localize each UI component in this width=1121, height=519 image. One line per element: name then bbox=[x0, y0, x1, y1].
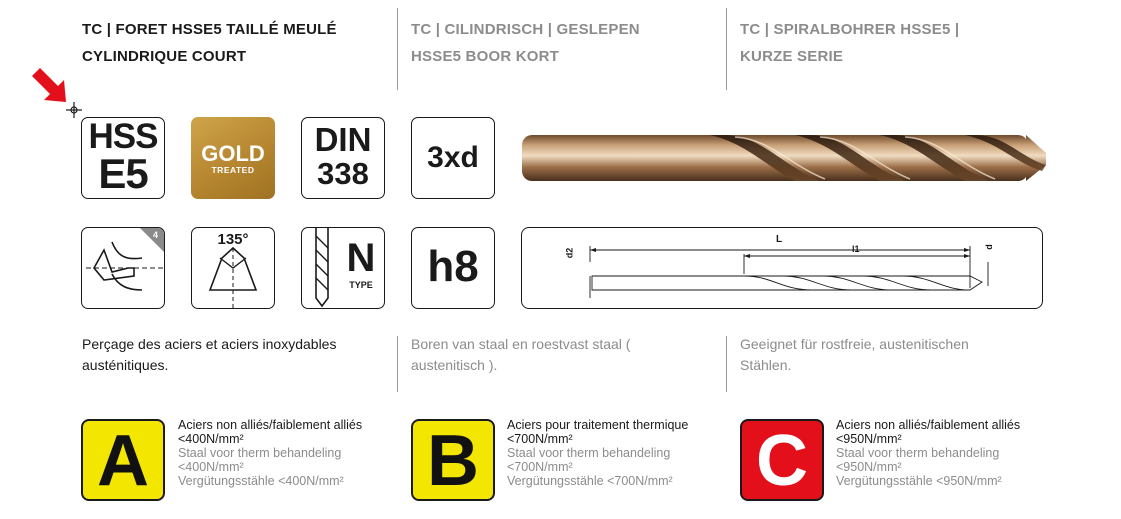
facet-point-badge bbox=[81, 227, 165, 309]
divider bbox=[726, 336, 727, 392]
category-c-fr-line1: Aciers non alliés/faiblement alliés bbox=[836, 418, 1021, 432]
ratio-label: 3xd bbox=[427, 141, 479, 174]
title-french-line1: TC | FORET HSSE5 TAILLÉ MEULÉ bbox=[82, 21, 337, 38]
description-french-line1: Perçage des aciers et aciers inoxydables bbox=[82, 336, 337, 352]
category-b-nl-line2: <700N/mm² bbox=[507, 460, 573, 474]
e5-label: E5 bbox=[98, 150, 148, 197]
dim-l1-label: l1 bbox=[852, 244, 860, 254]
angle-label: 135° bbox=[217, 231, 249, 248]
dim-L-label: L bbox=[776, 234, 783, 245]
hss-label: HSS bbox=[88, 117, 158, 156]
description-german-line2: Stählen. bbox=[740, 357, 792, 373]
category-a-nl-line2: <400N/mm² bbox=[178, 460, 244, 474]
title-german bbox=[740, 16, 959, 70]
title-dutch-line1: TC | CILINDRISCH | GESLEPEN bbox=[411, 21, 640, 38]
tolerance-badge bbox=[411, 227, 495, 309]
din-label: DIN bbox=[314, 121, 372, 158]
category-a-fr-line2: <400N/mm² bbox=[178, 432, 244, 446]
category-b-text bbox=[507, 418, 722, 488]
category-b-nl-line1: Staal voor therm behandeling bbox=[507, 446, 671, 460]
category-c-badge bbox=[740, 419, 824, 501]
dim-d-label: d bbox=[983, 244, 994, 250]
hss-e5-badge bbox=[81, 117, 165, 199]
twist-drill-icon bbox=[302, 228, 342, 308]
category-a-fr-line1: Aciers non alliés/faiblement alliés bbox=[178, 418, 363, 432]
category-a-de: Vergütungsstähle <400N/mm² bbox=[178, 474, 344, 488]
description-french bbox=[82, 334, 382, 376]
description-french-line2: austénitiques. bbox=[82, 357, 169, 373]
title-french-line2: CYLINDRIQUE COURT bbox=[82, 48, 247, 65]
facet-number: 4 bbox=[153, 230, 159, 240]
description-dutch-line1: Boren van staal en roestvast staal ( bbox=[411, 336, 631, 352]
title-french bbox=[82, 16, 337, 70]
tolerance-label: h8 bbox=[427, 242, 479, 291]
category-c-nl-line2: <950N/mm² bbox=[836, 460, 902, 474]
technical-drawing bbox=[521, 227, 1043, 309]
type-label: TYPE bbox=[349, 280, 373, 290]
red-arrow-icon bbox=[28, 64, 84, 120]
category-a-letter: A bbox=[97, 421, 149, 501]
type-n-badge bbox=[301, 227, 385, 309]
category-c-de: Vergütungsstähle <950N/mm² bbox=[836, 474, 1002, 488]
din-number: 338 bbox=[317, 156, 369, 191]
divider bbox=[726, 8, 727, 90]
din-338-badge bbox=[301, 117, 385, 199]
description-german bbox=[740, 334, 1040, 376]
description-dutch-line2: austenitisch ). bbox=[411, 357, 498, 373]
crosshair-icon bbox=[66, 102, 82, 118]
description-german-line1: Geeignet für rostfreie, austenitischen bbox=[740, 336, 969, 352]
category-b-letter: B bbox=[427, 421, 479, 501]
category-c-letter: C bbox=[756, 421, 808, 501]
title-german-line2: KURZE SERIE bbox=[740, 48, 844, 65]
gold-label: GOLD bbox=[201, 141, 265, 166]
category-c-text bbox=[836, 418, 1051, 488]
category-a-text bbox=[178, 418, 393, 488]
title-dutch-line2: HSSE5 BOOR KORT bbox=[411, 48, 560, 65]
point-angle-badge bbox=[191, 227, 275, 309]
gold-treated-badge bbox=[191, 117, 275, 199]
length-ratio-badge bbox=[411, 117, 495, 199]
drill-point-icon bbox=[82, 228, 164, 308]
divider bbox=[397, 8, 398, 90]
category-b-fr-line2: <700N/mm² bbox=[507, 432, 573, 446]
description-dutch bbox=[411, 334, 711, 376]
category-c-fr-line2: <950N/mm² bbox=[836, 432, 902, 446]
category-c-nl-line1: Staal voor therm behandeling bbox=[836, 446, 1000, 460]
title-dutch bbox=[411, 16, 640, 70]
type-letter: N bbox=[346, 236, 376, 280]
treated-label: TREATED bbox=[211, 165, 255, 175]
point-angle-icon bbox=[192, 228, 274, 308]
category-b-fr-line1: Aciers pour traitement thermique bbox=[507, 418, 689, 432]
divider bbox=[397, 336, 398, 392]
category-a-nl-line1: Staal voor therm behandeling bbox=[178, 446, 342, 460]
drill-bit-image bbox=[520, 125, 1048, 193]
category-a-badge bbox=[81, 419, 165, 501]
dim-d2-label: d2 bbox=[564, 247, 575, 259]
title-german-line1: TC | SPIRALBOHRER HSSE5 | bbox=[740, 21, 960, 38]
category-b-badge bbox=[411, 419, 495, 501]
category-b-de: Vergütungsstähle <700N/mm² bbox=[507, 474, 673, 488]
